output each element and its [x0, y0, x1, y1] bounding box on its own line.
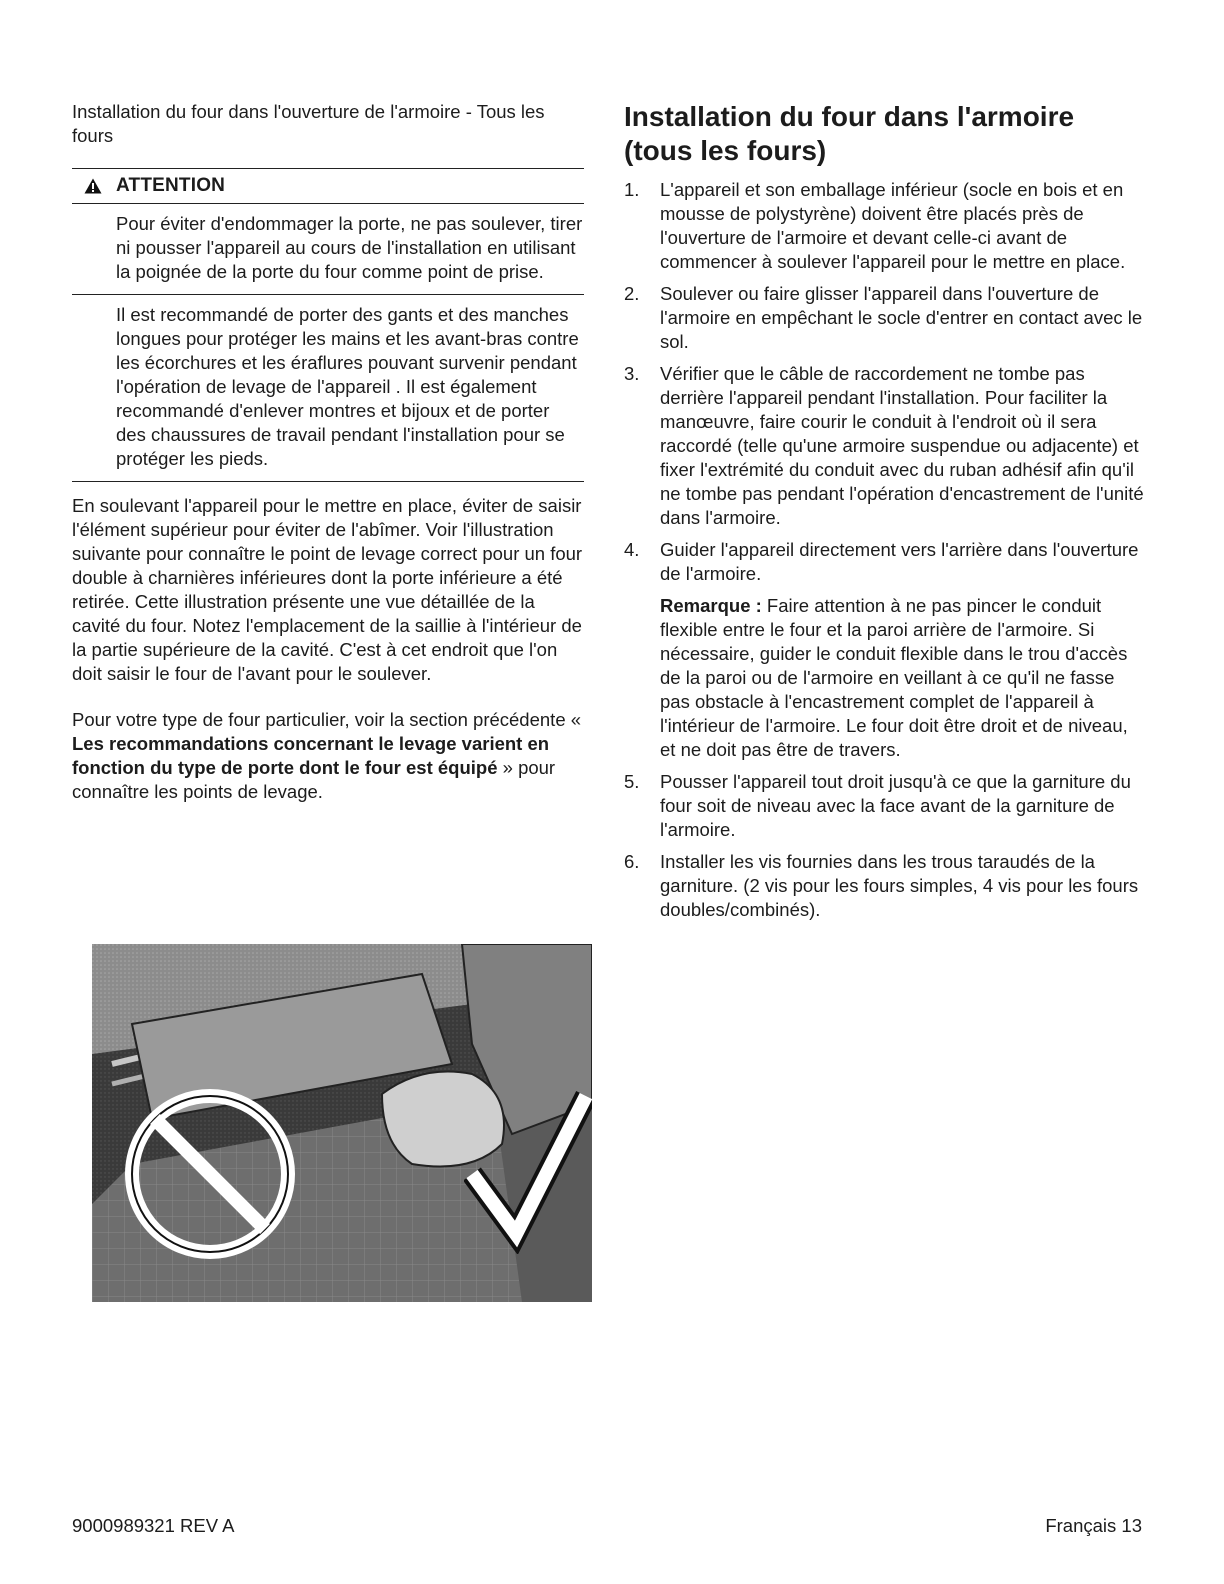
step-number: 3. — [624, 363, 640, 384]
note-label: Remarque : — [660, 595, 762, 616]
step-number: 2. — [624, 283, 640, 304]
step-number: 5. — [624, 771, 640, 792]
steps-list — [624, 178, 1144, 922]
prohibited-circle-icon — [120, 1084, 300, 1269]
step-text: Installer les vis fournies dans les trous taraudés de la garniture. (2 vis pour les fours simples, 4 vis pour les fours doubles/combinés). — [660, 851, 1139, 920]
body-text: » pour connaître les points de levage. — [72, 757, 556, 802]
step-number: 1. — [624, 179, 640, 200]
attention-item — [72, 204, 584, 294]
body-paragraph: En soulevant l'appareil pour le mettre en place, éviter de saisir l'élément supérieur pour éviter de l'abîmer. Voir l'illustration suivante pour connaître le point de levage correct pour un four double à charnières inférieures dont la porte inférieure a été retirée. Cette illustration présente une vue détaillée de la cavité du four. Notez l'emplacement de la saillie à l'intérieur de la partie supérieure de la cavité. C'est à cet endroit que l'on doit saisir le four de l'avant pour le soulever. — [72, 495, 583, 684]
note-text: Faire attention à ne pas pincer le conduit flexible entre le four et la paroi arrière de l'armoire. Si nécessaire, guider le conduit flexible dans le trou d'accès de la paroi ou de l'armoire en veillant à ce qu'il ne fasse pas obstacle à l'encastrement complet de l'appareil à l'intérieur de l'armoire. Le four doit être droit et de niveau, et ne doit pas être de travers. — [660, 595, 1128, 760]
list-item — [624, 538, 1144, 762]
step-number: 4. — [624, 539, 640, 560]
body-text: Pour votre type de four particulier, voir la section précédente « — [72, 709, 582, 730]
note-paragraph — [660, 594, 1144, 762]
step-text: Vérifier que le câble de raccordement ne tombe pas derrière l'appareil pendant l'installation. Pour faciliter la manœuvre, faire courir le conduit à l'endroit où il sera raccordé (telle qu'une armoire suspendue ou adjacente) et fixer l'extrémité du conduit avec du ruban adhésif afin qu'il ne tombe pas pendant l'opération d'encastrement de l'unité dans l'armoire. — [660, 363, 1144, 528]
divider — [72, 481, 584, 482]
list-item — [624, 178, 1144, 274]
attention-item — [72, 295, 584, 481]
body-paragraph — [72, 708, 584, 804]
step-number: 6. — [624, 851, 640, 872]
warning-triangle-icon — [84, 178, 110, 194]
step-text: Pousser l'appareil tout droit jusqu'à ce que la garniture du four soit de niveau avec la face avant de la garniture de l'armoire. — [660, 771, 1131, 840]
list-item — [624, 362, 1144, 530]
oven-lifting-illustration — [92, 944, 592, 1302]
attention-title: ATTENTION — [116, 175, 226, 196]
step-text: Soulever ou faire glisser l'appareil dans l'ouverture de l'armoire en empêchant le socle d'entrer en contact avec le sol. — [660, 283, 1143, 352]
attention-header — [72, 169, 584, 203]
checkmark-icon — [464, 1084, 592, 1259]
attention-box — [72, 168, 584, 482]
section-heading: Installation du four dans l'armoire (tous les fours) — [624, 101, 1075, 166]
step-text: L'appareil et son emballage inférieur (socle en bois et en mousse de polystyrène) doivent être placés près de l'ouverture de l'armoire et devant celle-ci avant de commencer à soulever l'appareil pour le mettre en place. — [660, 179, 1126, 272]
left-column — [72, 100, 584, 804]
list-item — [624, 850, 1144, 922]
document-id: 9000989321 REV A — [72, 1515, 235, 1536]
list-item — [624, 770, 1144, 842]
page-number: Français 13 — [1045, 1515, 1142, 1536]
list-item — [624, 282, 1144, 354]
attention-text: Pour éviter d'endommager la porte, ne pas soulever, tirer ni pousser l'appareil au cours de l'installation en utilisant la poignée de la porte du four comme point de prise. — [116, 213, 583, 282]
right-column — [624, 100, 1144, 930]
step-text: Guider l'appareil directement vers l'arrière dans l'ouverture de l'armoire. — [660, 539, 1139, 584]
section-reference: Les recommandations concernant le levage varient en fonction du type de porte dont le four est équipé — [72, 733, 550, 778]
section-intro: Installation du four dans l'ouverture de l'armoire - Tous les fours — [72, 101, 545, 146]
attention-text: Il est recommandé de porter des gants et des manches longues pour protéger les mains et les avant-bras contre les écorchures et les éraflures pouvant survenir pendant l'opération de levage de l'appareil . Il est également recommandé d'enlever montres et bijoux et de porter des chaussures de travail pendant l'installation pour se protéger les pieds. — [116, 304, 579, 469]
